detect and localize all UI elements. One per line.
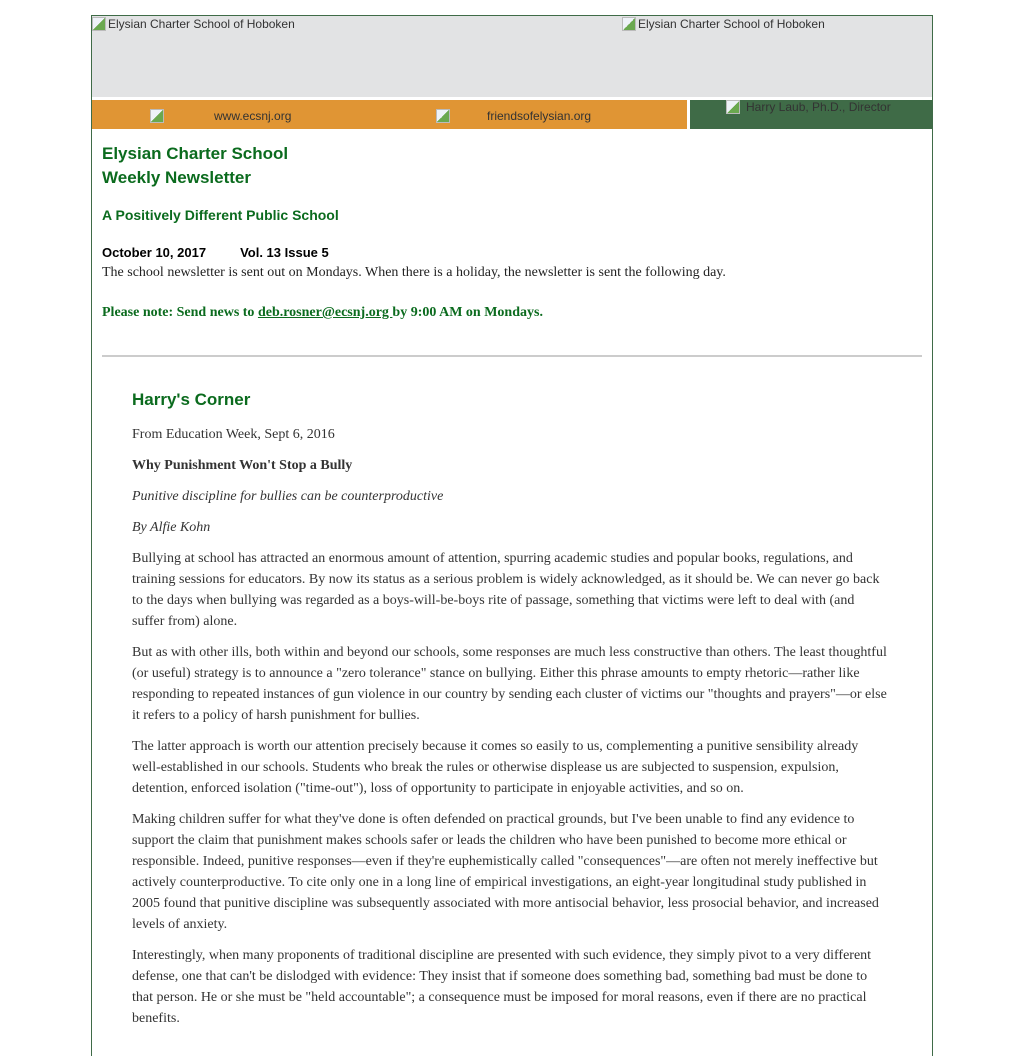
article-paragraph: The latter approach is worth our attention precisely because it comes so easily to us, complementing a punitive sensibility already well-established in our schools. Students who break the rules or otherwise displease us are subjected to suspension, expulsion, detention, enforced isolation ("time-out"), loss of opportunity to participate in enjoyable activities, and so on.	[132, 739, 859, 796]
email-link[interactable]: deb.rosner@ecsnj.org	[257, 305, 393, 320]
broken-image-icon	[726, 100, 740, 114]
broken-image-icon	[92, 17, 106, 31]
director-image	[726, 100, 891, 114]
tagline: A Positively Different Public School	[102, 207, 339, 223]
section-heading: Harry's Corner	[132, 390, 251, 409]
note-suffix: by 9:00 AM on Mondays.	[392, 305, 543, 320]
broken-image-icon	[436, 109, 450, 123]
issue-number: Vol. 13 Issue 5	[240, 245, 329, 260]
article	[132, 388, 887, 1039]
article-paragraph: Interestingly, when many proponents of traditional discipline are presented with such evidence, they simply pivot to a very different defense, one that can't be dislodged with evidence: They insist that if someone does something bad, something bad must be done to that person. He or she must be "held accountable"; a consequence must be imposed for moral reasons, even if there are no practical benefits.	[132, 948, 872, 1026]
director-bar	[690, 100, 932, 129]
article-subhead: Punitive discipline for bullies can be counterproductive	[132, 489, 444, 504]
note-prefix: Please note: Send news to	[102, 305, 258, 320]
title-line-1: Elysian Charter School	[102, 144, 289, 163]
friends-link[interactable]	[436, 109, 591, 123]
friends-link-text[interactable]: friendsofelysian.org	[487, 109, 592, 123]
website-link[interactable]	[150, 109, 291, 123]
banner-alt-text: Elysian Charter School of Hoboken	[638, 17, 825, 31]
article-byline: By Alfie Kohn	[132, 520, 211, 535]
article-paragraph: But as with other ills, both within and beyond our schools, some responses are much less constructive than others. The least thoughtful (or useful) strategy is to announce a "zero tolerance" stance on bullying. Either this phrase amounts to empty rhetoric—rather like responding to repeated instances of gun violence in our country by sending each cluster of victims our "thoughts and prayers"—or else it refers to a policy of harsh punishment for bullies.	[132, 645, 887, 723]
links-bar	[92, 100, 687, 129]
article-paragraph: Bullying at school has attracted an enormous amount of attention, spurring academic studies and popular books, regulations, and training sessions for educators. By now its status as a serious problem is widely acknowledged, as it should be. We can never go back to the days when bullying was regarded as a boys-will-be-boys rite of passage, something that victims were left to deal with (and suffer from) alone.	[132, 551, 880, 629]
article-headline: Why Punishment Won't Stop a Bully	[132, 458, 353, 473]
newsletter-title	[102, 142, 288, 190]
director-text: Harry Laub, Ph.D., Director	[746, 100, 891, 114]
banner	[92, 16, 932, 97]
issue-info	[102, 245, 329, 260]
newsletter-frame	[91, 15, 933, 1056]
banner-image-right	[622, 17, 825, 31]
article-paragraph: Making children suffer for what they've done is often defended on practical grounds, but I've been unable to find any evidence to support the claim that punishment makes schools safer or leads the children who have been punished to become more ethical or responsible. Indeed, punitive responses—even if they're euphemistically called "consequences"—are often not merely ineffective but actively counterproductive. To cite only one in a long line of empirical investigations, an eight-year longitudinal study published in 2005 found that punitive discipline was subsequently associated with more antisocial behavior, less prosocial behavior, and increased levels of anxiety.	[132, 812, 879, 932]
banner-alt-text: Elysian Charter School of Hoboken	[108, 17, 295, 31]
banner-image-left	[92, 17, 295, 31]
title-line-2: Weekly Newsletter	[102, 168, 251, 187]
horizontal-rule	[102, 355, 922, 357]
submission-note	[102, 305, 543, 321]
broken-image-icon	[150, 109, 164, 123]
website-link-text[interactable]: www.ecsnj.org	[214, 109, 292, 123]
issue-date: October 10, 2017	[102, 245, 207, 260]
article-source: From Education Week, Sept 6, 2016	[132, 427, 335, 442]
schedule-note: The school newsletter is sent out on Mondays. When there is a holiday, the newsletter is sent the following day.	[102, 265, 726, 280]
broken-image-icon	[622, 17, 636, 31]
